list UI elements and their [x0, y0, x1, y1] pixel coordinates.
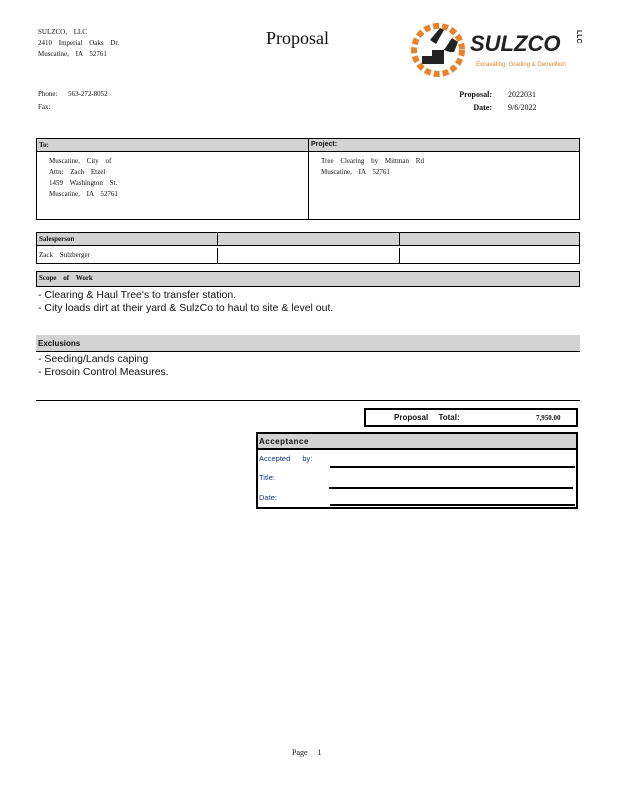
total-box: [364, 408, 578, 427]
to-line: Attn: Zach Etzel: [49, 168, 106, 176]
company-name: SULZCO, LLC: [38, 28, 87, 36]
company-logo: [410, 22, 584, 78]
logo-text: SULZCO: [470, 31, 561, 56]
salesperson-table: [36, 232, 580, 264]
title-label: Title:: [259, 473, 275, 482]
phone-value: 563-272-8052: [68, 90, 108, 98]
scope-lines: [38, 289, 333, 315]
scope-header: Scope of Work: [36, 271, 580, 287]
exclusion-line: - Erosoin Control Measures.: [38, 366, 169, 378]
company-address2: Muscatine, IA 52761: [38, 50, 107, 58]
company-address1: 2410 Imperial Oaks Dr.: [38, 39, 120, 47]
excavator-gear-icon: [410, 22, 470, 78]
exclusions-header: Exclusions: [36, 335, 580, 352]
to-line: Muscatine, City of: [49, 157, 112, 165]
date-label: Date:: [473, 103, 492, 112]
project-line: Tree Clearing by Mittman Rd: [321, 157, 424, 165]
logo-tagline: Excavating, Grading & Demolition: [476, 62, 566, 68]
logo-suffix: LLC: [575, 30, 582, 44]
acceptance-header: Acceptance: [258, 434, 576, 450]
exclusions-lines: [38, 353, 169, 379]
title-line[interactable]: [329, 487, 573, 489]
proposal-date: 9/6/2022: [508, 103, 537, 112]
proposal-number: 2022031: [508, 90, 536, 99]
to-line: Muscatine, IA 52761: [49, 190, 118, 198]
date-field-label: Date:: [259, 493, 277, 502]
contact-info: [38, 88, 108, 114]
accepted-by-line[interactable]: [330, 466, 575, 468]
divider: [36, 400, 580, 401]
project-header: Project:: [309, 139, 579, 152]
to-line: 1459 Washington St.: [49, 179, 118, 187]
proposal-number-label: Proposal:: [459, 90, 492, 99]
salesperson-header: Salesperson: [37, 233, 218, 246]
scope-line: - Clearing & Haul Tree's to transfer station.: [38, 289, 237, 301]
salesperson-value: Zack Sulzberger: [37, 248, 218, 264]
phone-label: Phone:: [38, 90, 58, 98]
project-line: Muscatine, IA 52761: [321, 168, 390, 176]
accepted-by-label: Accepted by:: [259, 454, 313, 463]
exclusion-line: - Seeding/Lands caping: [38, 353, 149, 365]
to-header: To:: [37, 139, 308, 152]
fax-label: Fax:: [38, 103, 51, 111]
page-number: Page 1: [292, 748, 322, 757]
project-section: [308, 138, 580, 220]
company-info: [38, 27, 119, 60]
acceptance-section: [256, 432, 578, 509]
date-line[interactable]: [330, 504, 575, 506]
document-title: Proposal: [266, 28, 329, 48]
total-value: 7,950.00: [536, 414, 561, 422]
to-section: [36, 138, 309, 220]
total-label: Proposal Total:: [394, 413, 460, 422]
scope-line: - City loads dirt at their yard & SulzCo to haul to site & level out.: [38, 302, 334, 314]
